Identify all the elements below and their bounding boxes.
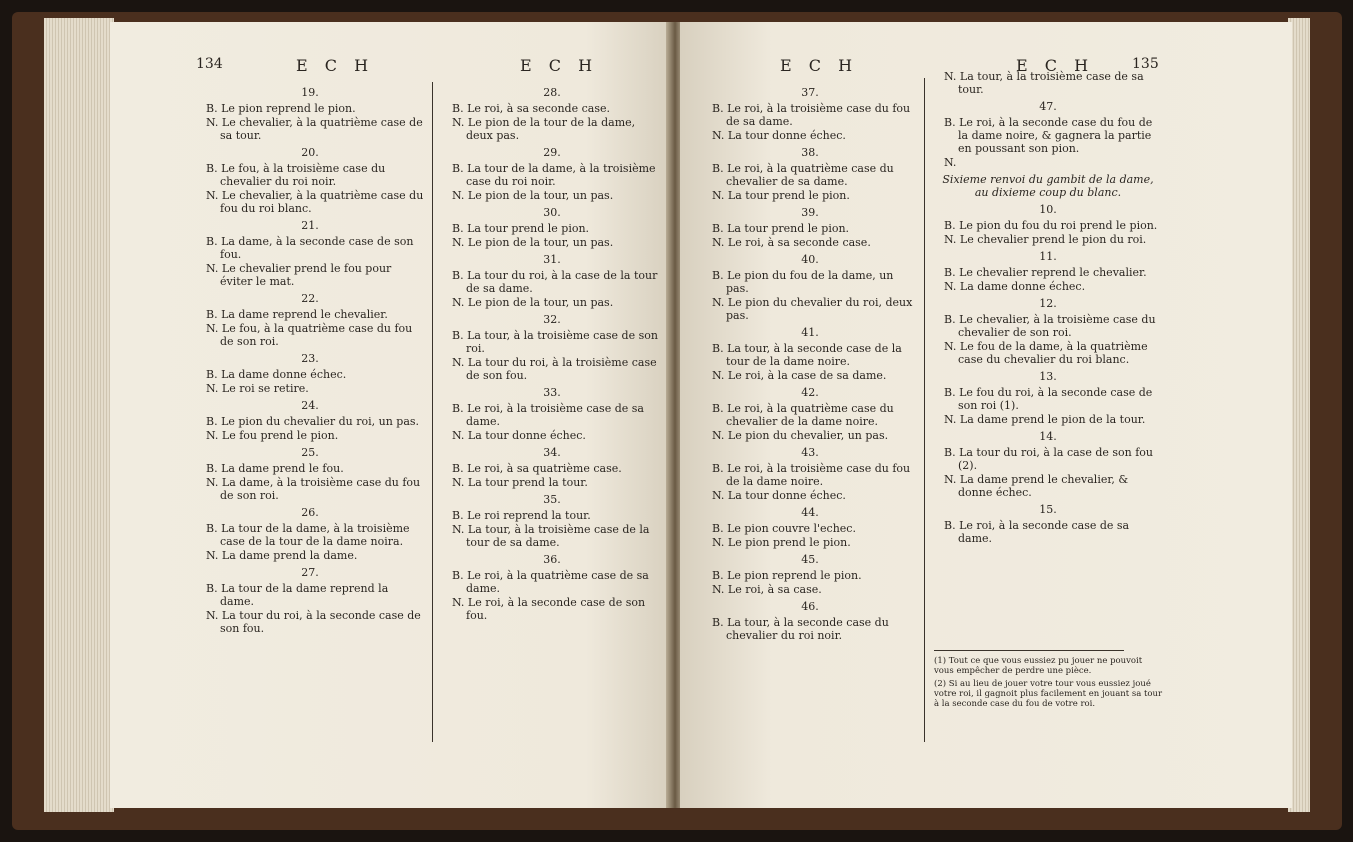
move-line: N. Le pion de la tour, un pas. bbox=[452, 296, 614, 309]
move-line: B. La dame, à la seconde case de son fou. bbox=[206, 235, 414, 261]
move-number: 21. bbox=[301, 219, 319, 232]
move-number: 24. bbox=[301, 399, 319, 412]
move-line: B. La dame reprend le chevalier. bbox=[206, 308, 388, 321]
move-line: N. Le fou, à la quatrième case du fou de son roi. bbox=[206, 322, 413, 348]
move-line: B. La tour du roi, à la case de son fou (2). bbox=[944, 446, 1154, 472]
move-line: N. La tour, à la troisième case de sa tour. bbox=[944, 70, 1144, 96]
move-number: 46. bbox=[801, 600, 819, 613]
move-line: N. Le pion de la tour de la dame, deux pas. bbox=[452, 116, 636, 142]
move-line: B. La tour prend le pion. bbox=[452, 222, 590, 235]
move-line: N. Le fou prend le pion. bbox=[206, 429, 339, 442]
move-line: N. Le roi se retire. bbox=[206, 382, 309, 395]
move-line: B. La tour de la dame, à la troisième case du roi noir. bbox=[452, 162, 656, 188]
move-line: B. Le roi, à la troisième case du fou de sa dame. bbox=[712, 102, 911, 128]
move-line: N. Le chevalier, à la quatrième case de sa tour. bbox=[206, 116, 423, 142]
move-number: 13. bbox=[1039, 370, 1057, 383]
move-number: 43. bbox=[801, 446, 819, 459]
move-line: B. Le pion reprend le pion. bbox=[206, 102, 356, 115]
move-line: N. Le chevalier prend le pion du roi. bbox=[944, 233, 1147, 246]
move-line: N. bbox=[944, 156, 957, 169]
footnote-rule bbox=[934, 650, 1124, 651]
move-number: 25. bbox=[301, 446, 319, 459]
move-line: N. La tour donne échec. bbox=[712, 129, 846, 142]
move-line: B. Le chevalier reprend le chevalier. bbox=[944, 266, 1147, 279]
move-line: B. La tour du roi, à la case de la tour de sa dame. bbox=[452, 269, 658, 295]
move-line: N. Le roi, à la seconde case de son fou. bbox=[452, 596, 646, 622]
move-line: B. Le roi, à la quatrième case de sa dame. bbox=[452, 569, 649, 595]
move-line: B. Le roi, à la seconde case de sa dame. bbox=[944, 519, 1130, 545]
right-column-1 bbox=[702, 82, 918, 643]
move-line: B. La tour de la dame reprend la dame. bbox=[206, 582, 389, 608]
running-header-right-1: E C H bbox=[780, 56, 859, 75]
running-header-right-2: E C H bbox=[1016, 56, 1095, 75]
move-line: B. Le pion du chevalier du roi, un pas. bbox=[206, 415, 420, 428]
move-number: 36. bbox=[543, 553, 561, 566]
move-line: N. La tour donne échec. bbox=[452, 429, 586, 442]
move-line: N. La dame prend la dame. bbox=[206, 549, 358, 562]
move-number: 23. bbox=[301, 352, 319, 365]
move-line: N. Le pion du chevalier du roi, deux pas. bbox=[712, 296, 913, 322]
move-number: 27. bbox=[301, 566, 319, 579]
move-line: B. Le pion couvre l'echec. bbox=[712, 522, 856, 535]
move-number: 35. bbox=[543, 493, 561, 506]
move-line: N. Le roi, à sa case. bbox=[712, 583, 822, 596]
column-divider-left bbox=[432, 82, 433, 742]
right-column-2 bbox=[934, 70, 1162, 546]
move-line: B. La tour de la dame, à la troisième case de la tour de la dame noira. bbox=[206, 522, 410, 548]
move-line: N. Le pion du chevalier, un pas. bbox=[712, 429, 889, 442]
footnote: (2) Si au lieu de jouer votre tour vous eussiez joué votre roi, il gagnoit plus facilement en jouant sa tour à la seconde case du fou de votre roi. bbox=[934, 679, 1163, 709]
move-line: N. La dame prend le pion de la tour. bbox=[944, 413, 1146, 426]
footnote: (1) Tout ce que vous eussiez pu jouer ne pouvoit vous empêcher de perdre une pièce. bbox=[934, 656, 1143, 676]
move-line: N. Le roi, à sa seconde case. bbox=[712, 236, 871, 249]
move-line: N. La tour donne échec. bbox=[712, 489, 846, 502]
move-line: N. La tour, à la troisième case de la tour de sa dame. bbox=[452, 523, 650, 549]
running-header-left-2: E C H bbox=[520, 56, 599, 75]
move-number: 26. bbox=[301, 506, 319, 519]
move-line: N. Le pion de la tour, un pas. bbox=[452, 236, 614, 249]
move-number: 42. bbox=[801, 386, 819, 399]
move-number: 10. bbox=[1039, 203, 1057, 216]
move-line: B. La dame donne échec. bbox=[206, 368, 347, 381]
move-line: B. Le pion du fou du roi prend le pion. bbox=[944, 219, 1158, 232]
move-number: 33. bbox=[543, 386, 561, 399]
running-header-left-1: E C H bbox=[296, 56, 375, 75]
move-number: 12. bbox=[1039, 297, 1057, 310]
move-line: B. Le chevalier, à la troisième case du chevalier de son roi. bbox=[944, 313, 1156, 339]
move-number: 28. bbox=[543, 86, 561, 99]
move-number: 38. bbox=[801, 146, 819, 159]
move-line: N. La tour du roi, à la seconde case de son fou. bbox=[206, 609, 421, 635]
move-line: N. La dame prend le chevalier, & donne échec. bbox=[944, 473, 1129, 499]
page-number-right: 135 bbox=[1132, 56, 1159, 72]
move-line: B. Le pion du fou de la dame, un pas. bbox=[712, 269, 894, 295]
move-line: B. La tour, à la troisième case de son roi. bbox=[452, 329, 658, 355]
left-page bbox=[110, 22, 670, 808]
page-edges-left bbox=[44, 18, 114, 812]
move-number: 47. bbox=[1039, 100, 1057, 113]
move-number: 44. bbox=[801, 506, 819, 519]
move-line: N. Le chevalier, à la quatrième case du fou du roi blanc. bbox=[206, 189, 424, 215]
right-page bbox=[680, 22, 1292, 808]
move-line: N. La tour prend le pion. bbox=[712, 189, 850, 202]
move-line: N. La dame, à la troisième case du fou de son roi. bbox=[206, 476, 421, 502]
move-line: N. La dame donne échec. bbox=[944, 280, 1086, 293]
move-line: B. Le roi, à sa seconde case. bbox=[452, 102, 610, 115]
move-number: 29. bbox=[543, 146, 561, 159]
move-line: B. La tour, à la seconde case de la tour de la dame noire. bbox=[712, 342, 902, 368]
move-number: 41. bbox=[801, 326, 819, 339]
move-line: N. Le pion prend le pion. bbox=[712, 536, 851, 549]
move-number: 19. bbox=[301, 86, 319, 99]
move-line: N. Le fou de la dame, à la quatrième case du chevalier du roi blanc. bbox=[944, 340, 1148, 366]
move-number: 14. bbox=[1039, 430, 1057, 443]
move-line: N. La tour du roi, à la troisième case de son fou. bbox=[452, 356, 657, 382]
move-line: B. Le roi reprend la tour. bbox=[452, 509, 591, 522]
left-column-2 bbox=[442, 82, 662, 623]
column-divider-right bbox=[924, 78, 925, 742]
page-number-left: 134 bbox=[196, 56, 223, 72]
move-line: B. Le fou du roi, à la seconde case de son roi (1). bbox=[944, 386, 1153, 412]
move-number: 30. bbox=[543, 206, 561, 219]
move-line: B. La tour, à la seconde case du chevalier du roi noir. bbox=[712, 616, 889, 642]
move-number: 20. bbox=[301, 146, 319, 159]
move-line: B. Le roi, à la quatrième case du chevalier de la dame noire. bbox=[712, 402, 894, 428]
move-line: B. Le roi, à la quatrième case du chevalier de sa dame. bbox=[712, 162, 894, 188]
move-number: 15. bbox=[1039, 503, 1057, 516]
move-number: 45. bbox=[801, 553, 819, 566]
move-number: 22. bbox=[301, 292, 319, 305]
move-number: 31. bbox=[543, 253, 561, 266]
move-line: B. La tour prend le pion. bbox=[712, 222, 850, 235]
move-line: B. Le roi, à la troisième case du fou de la dame noire. bbox=[712, 462, 911, 488]
move-number: 37. bbox=[801, 86, 819, 99]
move-line: B. Le pion reprend le pion. bbox=[712, 569, 862, 582]
move-number: 11. bbox=[1039, 250, 1057, 263]
move-line: N. La tour prend la tour. bbox=[452, 476, 588, 489]
move-number: 34. bbox=[543, 446, 561, 459]
move-line: N. Le chevalier prend le fou pour éviter le mat. bbox=[206, 262, 392, 288]
move-number: 40. bbox=[801, 253, 819, 266]
move-line: B. La dame prend le fou. bbox=[206, 462, 344, 475]
move-line: B. Le fou, à la troisième case du chevalier du roi noir. bbox=[206, 162, 386, 188]
footnotes bbox=[934, 656, 1164, 712]
move-number: 32. bbox=[543, 313, 561, 326]
move-line: B. Le roi, à sa quatrième case. bbox=[452, 462, 622, 475]
section-heading: Sixieme renvoi du gambit de la dame, au dixieme coup du blanc. bbox=[942, 173, 1154, 199]
left-column-1 bbox=[196, 82, 424, 636]
move-number: 39. bbox=[801, 206, 819, 219]
move-line: N. Le roi, à la case de sa dame. bbox=[712, 369, 887, 382]
move-line: B. Le roi, à la seconde case du fou de la dame noire, & gagnera la partie en poussant son pion. bbox=[944, 116, 1153, 155]
move-line: B. Le roi, à la troisième case de sa dame. bbox=[452, 402, 644, 428]
move-line: N. Le pion de la tour, un pas. bbox=[452, 189, 614, 202]
